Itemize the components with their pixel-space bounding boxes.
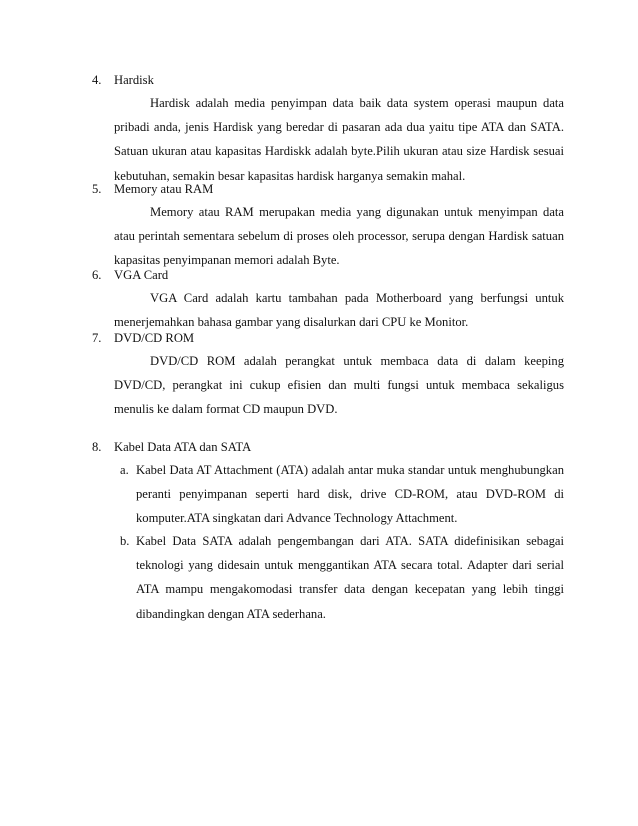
item-heading: DVD/CD ROM: [114, 331, 195, 345]
item-paragraph: VGA Card adalah kartu tambahan pada Motherboard yang berfungsi untuk menerjemahkan bahasa gambar yang disalurkan dari CPU ke Monitor.: [114, 291, 564, 330]
sub-item-text: Kabel Data SATA adalah pengembangan dari ATA. SATA didefinisikan sebagai teknologi yang didesain untuk menggantikan ATA secara total. Adapter dari serial ATA mampu mengakomodasi transfer data dengan kecepatan yang lebih tinggi dibandingkan dengan ATA sederhana.: [136, 534, 564, 621]
item-number: 8.: [92, 440, 102, 454]
item-number: 6.: [92, 268, 102, 282]
sub-item-letter: a.: [120, 463, 129, 477]
item-heading: Kabel Data ATA dan SATA: [114, 440, 252, 454]
item-number: 4.: [92, 73, 102, 87]
item-paragraph: Memory atau RAM merupakan media yang digunakan untuk menyimpan data atau perintah sementara sebelum di proses oleh processor, serupa dengan Hardisk satuan kapasitas penyimpanan memori adalah Byte.: [114, 205, 564, 268]
item-paragraph: Hardisk adalah media penyimpan data baik data system operasi maupun data pribadi anda, jenis Hardisk yang beredar di pasaran ada dua yaitu tipe ATA dan SATA. Satuan ukuran atau kapasitas Hardiskk adalah byte.Pilih ukuran atau size Hardisk sesuai kebutuhan, semakin besar kapasitas hardisk harganya semakin mahal.: [114, 96, 564, 183]
item-heading: VGA Card: [114, 268, 169, 282]
item-paragraph: DVD/CD ROM adalah perangkat untuk membaca data di dalam keeping DVD/CD, perangkat ini cukup efisien dan multi fungsi untuk membaca sekaligus menulis ke dalam format CD maupun DVD.: [114, 354, 564, 417]
item-number: 7.: [92, 331, 102, 345]
item-number: 5.: [92, 182, 102, 196]
item-heading: Memory atau RAM: [114, 182, 214, 196]
sub-item-text: Kabel Data AT Attachment (ATA) adalah antar muka standar untuk menghubungkan peranti penyimpanan seperti hard disk, drive CD-ROM, atau DVD-ROM di komputer.ATA singkatan dari Advance Technology Attachment.: [136, 463, 564, 526]
item-heading: Hardisk: [114, 73, 154, 87]
sub-item-letter: b.: [120, 534, 130, 548]
